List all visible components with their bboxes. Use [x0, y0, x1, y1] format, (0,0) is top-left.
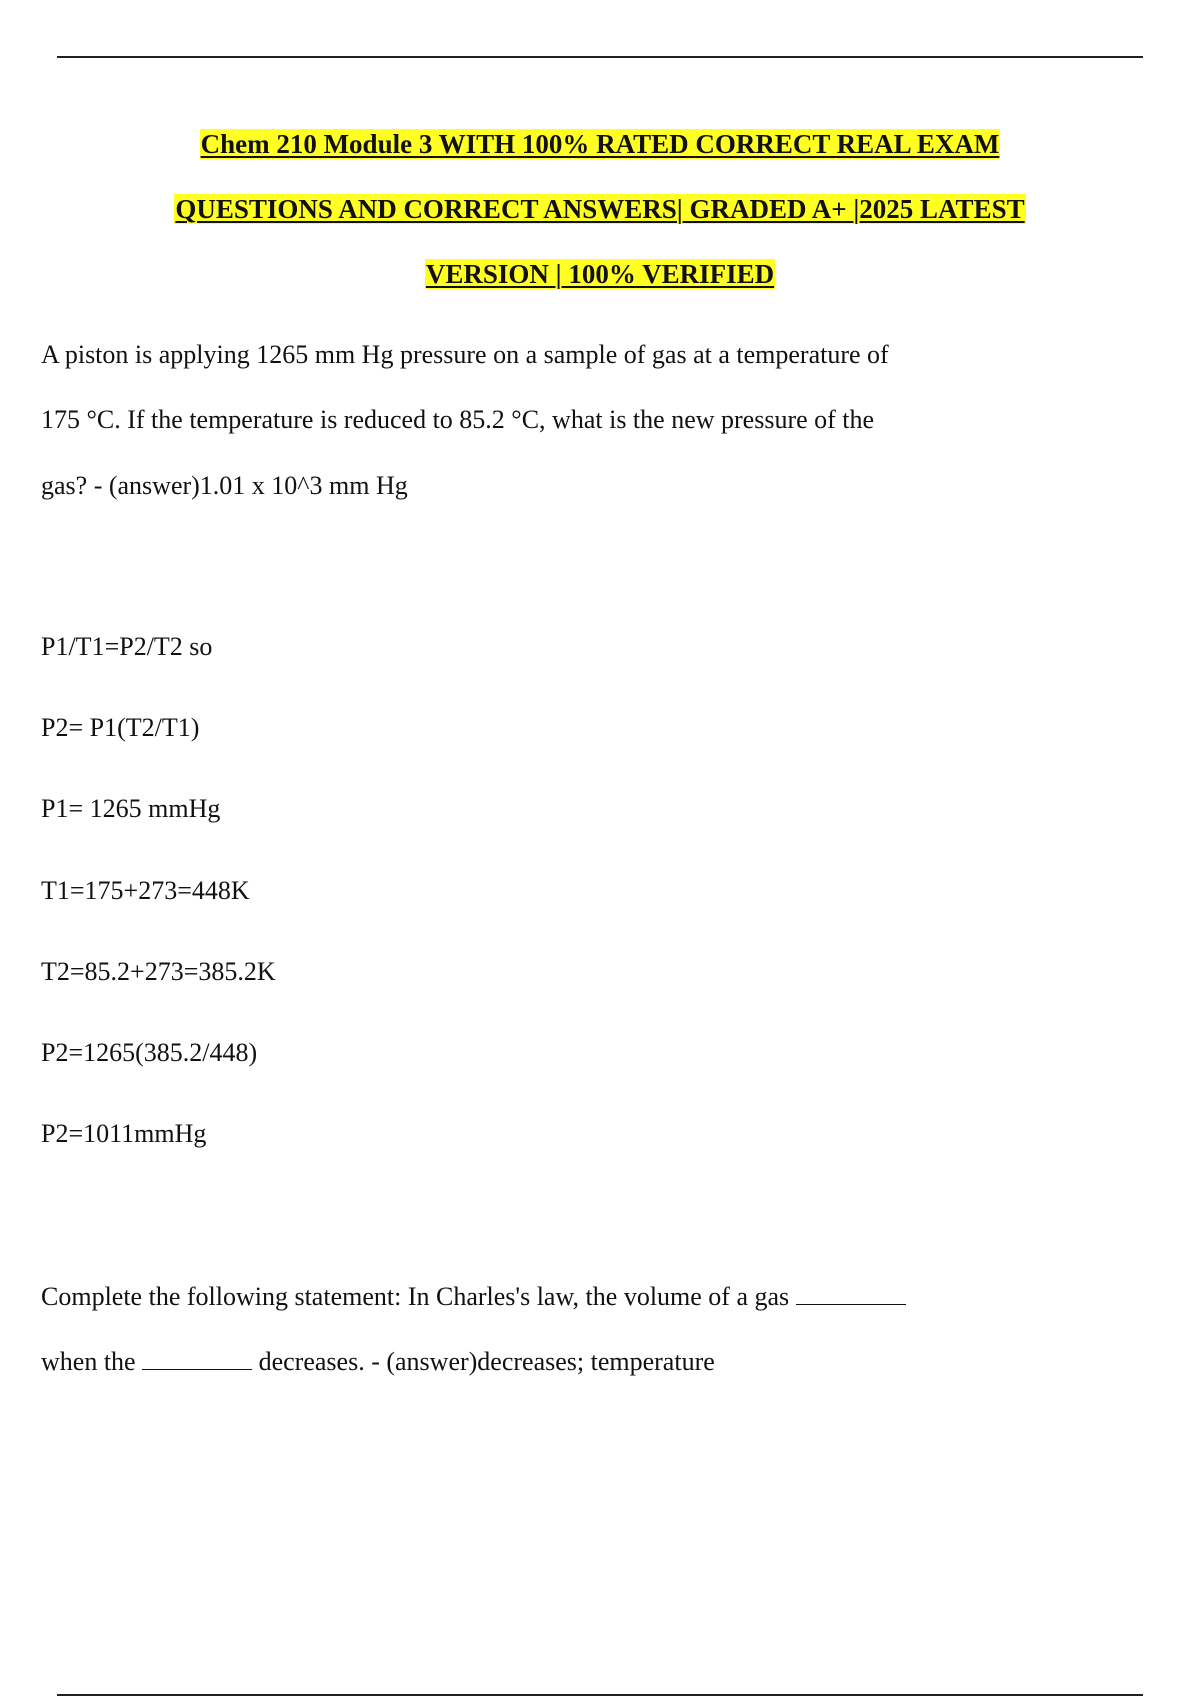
- question-1-line-1: A piston is applying 1265 mm Hg pressure on a sample of gas at a temperature of: [41, 340, 889, 369]
- work-step: P1= 1265 mmHg: [41, 794, 221, 823]
- question-2-text: Complete the following statement: In Charles's law, the volume of a gas: [41, 1282, 790, 1311]
- work-step: T1=175+273=448K: [41, 876, 250, 905]
- work-step: P2=1265(385.2/448): [41, 1038, 258, 1067]
- question-1-answer-line: gas? - (answer)1.01 x 10^3 mm Hg: [41, 471, 408, 500]
- footer-rule: [57, 1694, 1143, 1696]
- fill-in-blank: [796, 1284, 906, 1305]
- question-2-line-2: [41, 1345, 715, 1379]
- work-step: P1/T1=P2/T2 so: [41, 632, 213, 661]
- fill-in-blank: [142, 1349, 252, 1370]
- question-2-prefix: when the: [41, 1347, 136, 1376]
- header-rule: [57, 56, 1143, 58]
- work-step: P2= P1(T2/T1): [41, 713, 200, 742]
- document-title-line-2: QUESTIONS AND CORRECT ANSWERS| GRADED A+ |2025 LATEST: [175, 194, 1025, 224]
- work-step: P2=1011mmHg: [41, 1119, 207, 1148]
- question-2-answer: decreases. - (answer)decreases; temperature: [258, 1347, 715, 1376]
- question-2-line-1: [41, 1280, 906, 1314]
- document-title-line-3: VERSION | 100% VERIFIED: [425, 259, 775, 289]
- question-1-line-2: 175 °C. If the temperature is reduced to 85.2 °C, what is the new pressure of the: [41, 405, 875, 434]
- document-title-line-1: Chem 210 Module 3 WITH 100% RATED CORRECT REAL EXAM: [200, 129, 1000, 159]
- work-step: T2=85.2+273=385.2K: [41, 957, 276, 986]
